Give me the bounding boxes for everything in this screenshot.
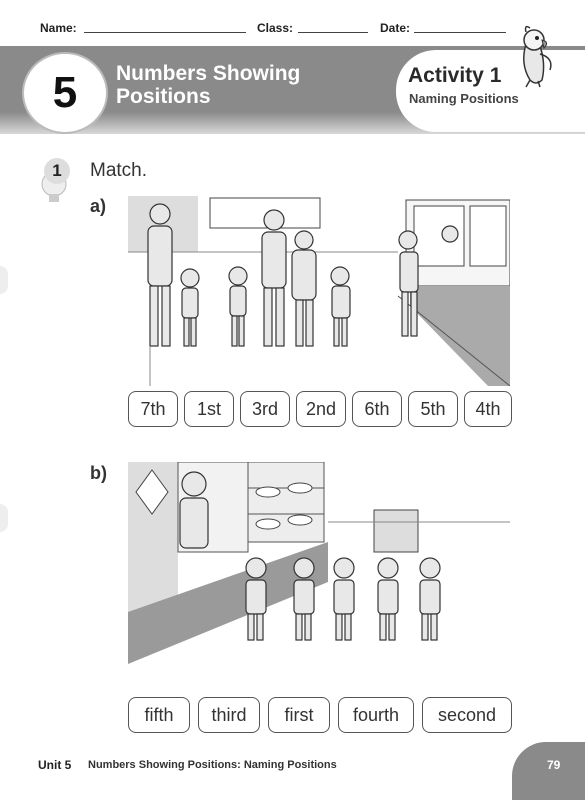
name-field[interactable]	[84, 32, 246, 33]
activity-subtitle: Naming Positions	[409, 91, 519, 106]
unit-title: Numbers Showing Positions	[116, 62, 301, 108]
question-number: 1	[44, 158, 70, 184]
part-b-label: b)	[90, 463, 107, 483]
option-box[interactable]: third	[198, 697, 260, 733]
activity-title: Activity 1	[408, 64, 502, 87]
date-label: Date:	[380, 21, 411, 35]
name-label: Name:	[40, 21, 77, 35]
footer-title: Numbers Showing Positions: Naming Positions	[88, 759, 337, 771]
binder-hole	[0, 266, 8, 294]
unit-number-badge: 5	[22, 52, 108, 134]
option-box[interactable]: 3rd	[240, 391, 290, 427]
option-box[interactable]: 2nd	[296, 391, 346, 427]
question-instruction: Match.	[90, 160, 148, 181]
class-label: Class:	[257, 21, 294, 35]
option-box[interactable]: 7th	[128, 391, 178, 427]
queue-scene-a	[128, 196, 510, 386]
parrot-mascot-icon	[506, 24, 562, 88]
page-number: 79	[547, 758, 561, 772]
option-box[interactable]: fourth	[338, 697, 414, 733]
footer-unit: Unit 5	[38, 758, 72, 772]
option-box[interactable]: 6th	[352, 391, 402, 427]
option-box[interactable]: first	[268, 697, 330, 733]
option-box[interactable]: 5th	[408, 391, 458, 427]
option-box[interactable]: 4th	[464, 391, 512, 427]
part-a-label: a)	[90, 196, 107, 216]
binder-hole	[0, 504, 8, 532]
class-field[interactable]	[298, 32, 368, 33]
queue-scene-b	[128, 462, 510, 664]
option-box[interactable]: fifth	[128, 697, 190, 733]
option-box[interactable]: second	[422, 697, 512, 733]
option-box[interactable]: 1st	[184, 391, 234, 427]
date-field[interactable]	[414, 32, 506, 33]
